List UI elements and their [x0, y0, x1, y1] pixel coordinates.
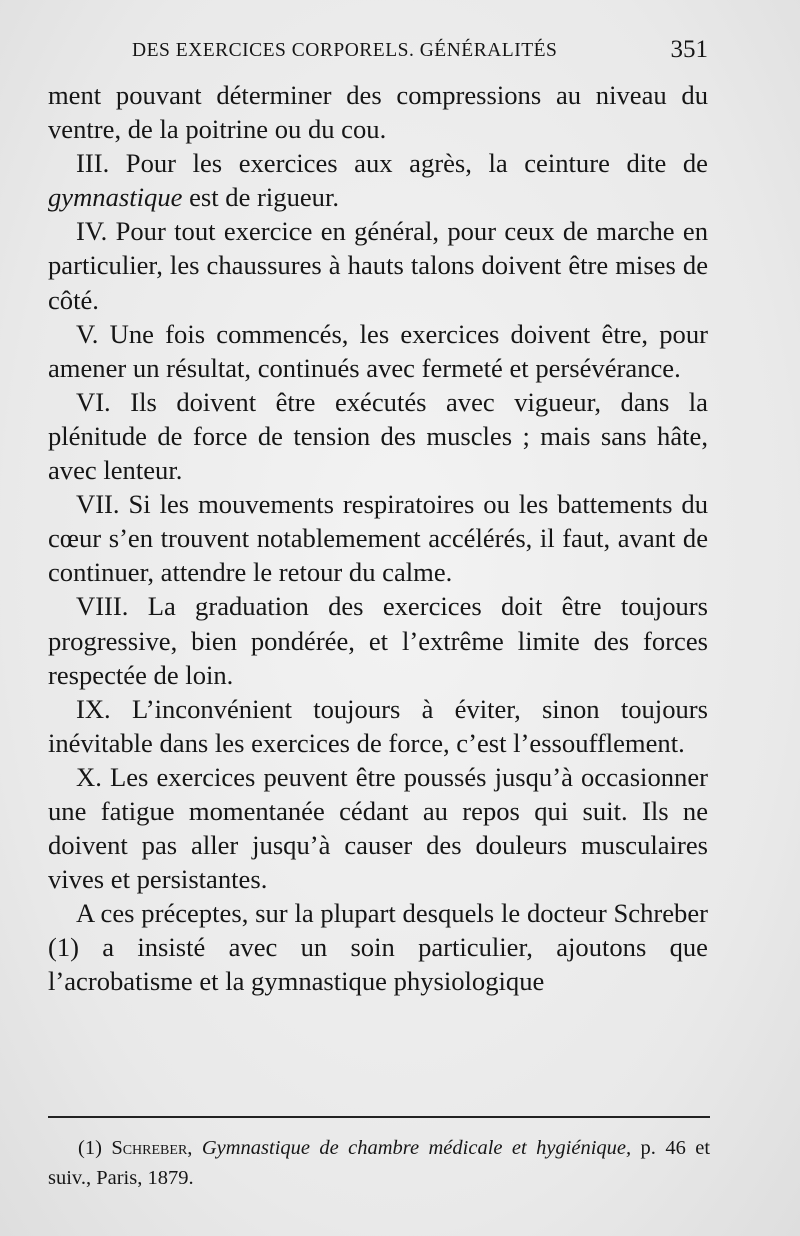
paragraph-text: A ces préceptes, sur la plupart desquels le docteur Schreber [76, 898, 708, 929]
rule-8-paragraph [48, 589, 708, 691]
roman-numeral: V. [76, 318, 99, 349]
paragraph-text: Si les mouvements respiratoires ou les battements du cœur s’en trouvent notablemement accélérés, il faut, avant de continuer, attendre le retour du calme. [48, 489, 708, 588]
rule-3-paragraph [48, 146, 708, 214]
running-header [132, 38, 710, 68]
closing-paragraph [48, 896, 708, 998]
continuation-paragraph [48, 78, 708, 146]
paragraph-text: L’inconvénient toujours à éviter, sinon toujours inévitable dans les exercices de force, c’est l’essoufflement. [48, 693, 708, 758]
footnote-reference: (1) [48, 932, 80, 963]
main-text [48, 78, 708, 999]
rule-6-paragraph [48, 385, 708, 487]
roman-numeral: III. [76, 148, 110, 179]
roman-numeral: VII. [76, 489, 120, 520]
rule-7-paragraph [48, 487, 708, 589]
italic-term: gymnastique [48, 182, 183, 213]
paragraph-text: Une fois commencés, les exercices doivent être, pour amener un résultat, continués avec fermeté et persévérance. [48, 318, 708, 383]
roman-numeral: X. [76, 761, 102, 792]
footnote-divider [48, 1116, 710, 1118]
paragraph-text: Pour tout exercice en général, pour ceux de marche en particulier, les chaussures à hauts talons doivent être mises de côté. [48, 216, 708, 315]
paragraph-text: a insisté avec un soin particulier, ajoutons que l’acrobatisme et la gymnastique physiologique [48, 932, 708, 997]
roman-numeral: VIII. [76, 591, 129, 622]
rule-5-paragraph [48, 317, 708, 385]
rule-10-paragraph [48, 760, 708, 896]
footnote-details: p. 46 et suiv., Paris, 1879. [48, 1137, 711, 1189]
footnote-title: Gymnastique de chambre médicale et hygiénique, [201, 1137, 632, 1159]
paragraph-text: est de rigueur. [182, 182, 340, 213]
footnote-paragraph [48, 1133, 710, 1193]
roman-numeral: VI. [76, 386, 111, 417]
rule-4-paragraph [48, 214, 708, 316]
footnote [48, 1133, 710, 1193]
paragraph-text: Ils doivent être exécutés avec vigueur, dans la plénitude de force de tension des muscles ; mais sans hâte, avec lenteur. [48, 386, 708, 486]
paragraph-text: La graduation des exercices doit être toujours progressive, bien pondérée, et l’extrême limite des forces respectée de loin. [48, 591, 708, 690]
paragraph-text: Les exercices peuvent être poussés jusqu’à occasionner une fatigue momentanée cédant au repos qui suit. Ils ne doivent pas aller jusqu’à causer des douleurs musculaires vives et persistantes. [48, 761, 708, 895]
footnote-marker: (1) [78, 1137, 102, 1159]
running-title: DES EXERCICES CORPORELS. GÉNÉRALITÉS [132, 40, 558, 61]
roman-numeral: IX. [76, 693, 111, 724]
roman-numeral: IV. [76, 216, 108, 247]
footnote-author: Schreber, [111, 1137, 193, 1159]
rule-9-paragraph [48, 692, 708, 760]
page-number: 351 [670, 36, 708, 63]
paragraph-text: Pour les exercices aux agrès, la ceinture dite de [109, 148, 708, 179]
paragraph-text: ment pouvant déterminer des compressions au niveau du ventre, de la poitrine ou du cou. [48, 80, 708, 145]
